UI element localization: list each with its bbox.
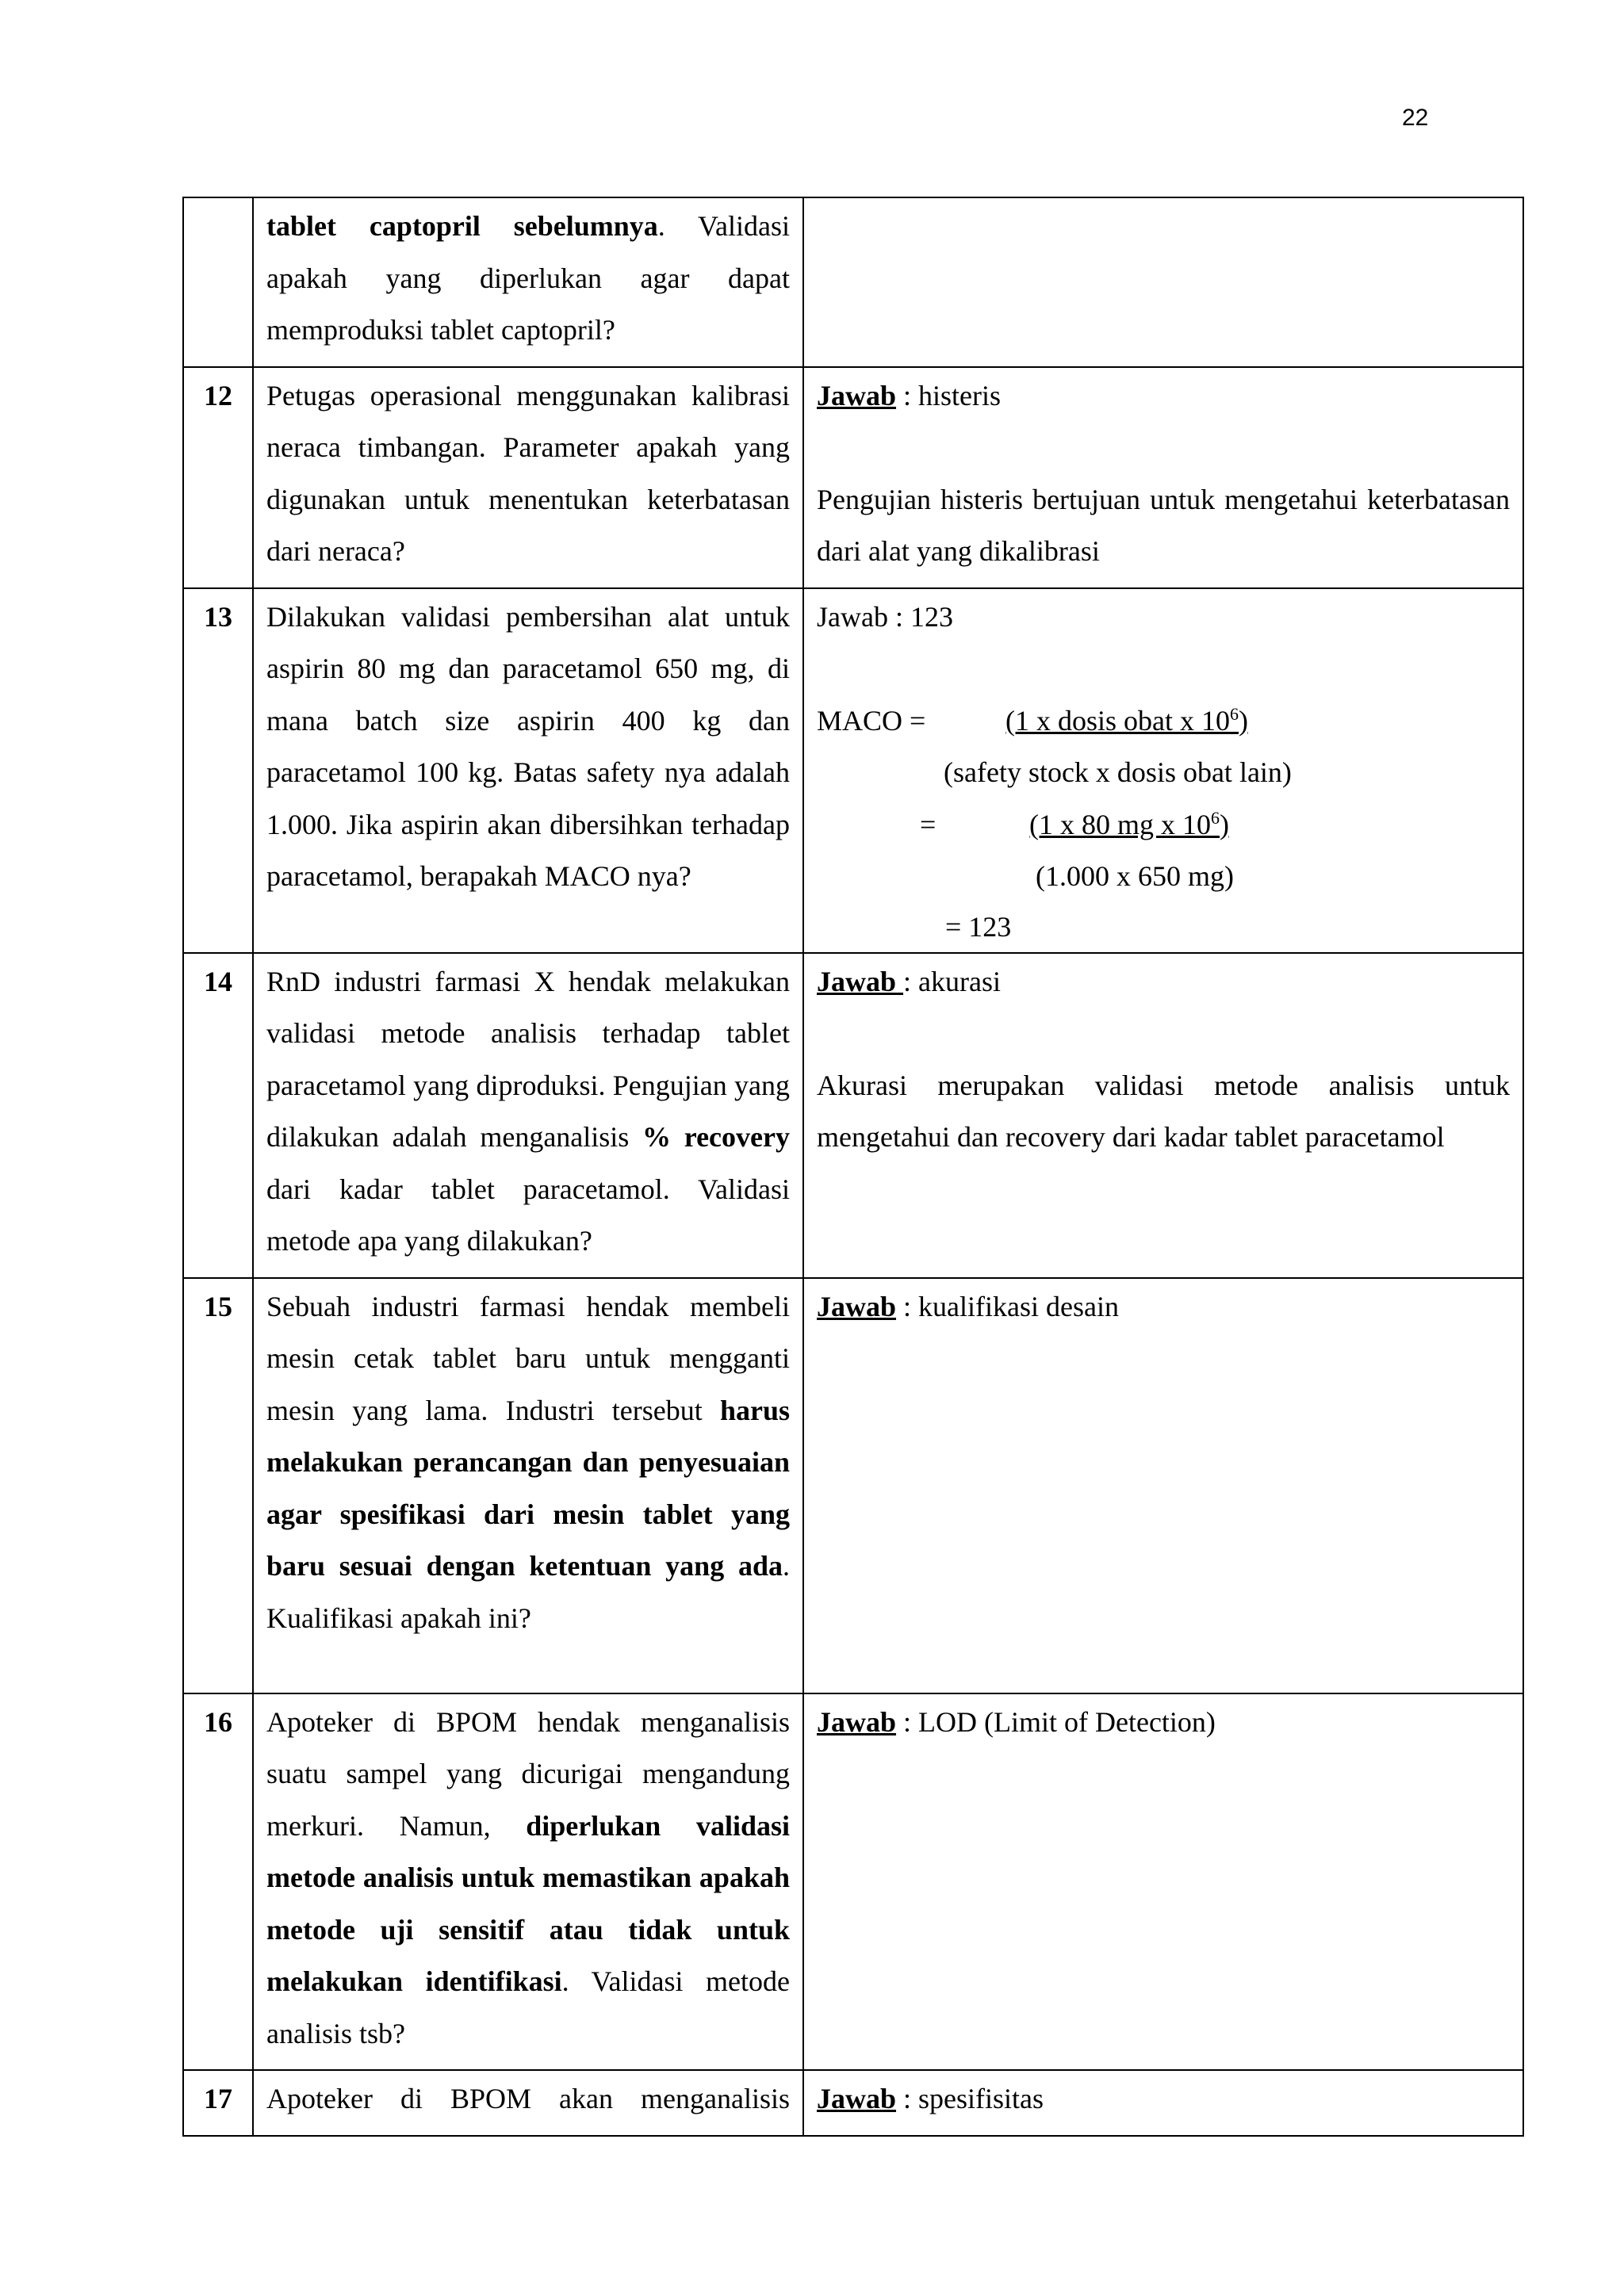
- row-number-cell: 14: [183, 953, 253, 1278]
- answer-value: : spesifisitas: [896, 2083, 1044, 2114]
- answer-label: Jawab: [817, 1705, 897, 1738]
- answer-cell: [803, 367, 1523, 588]
- answer-label: Jawab: [817, 2083, 897, 2114]
- answer-line: [817, 370, 1510, 423]
- answer-cell: [803, 588, 1523, 953]
- answer-line: [817, 956, 1510, 1008]
- question-text: . Validasi apakah yang diperlukan agar dapat memproduksi tablet captopril?: [266, 210, 790, 346]
- exponent: 6: [1211, 807, 1220, 828]
- formula-numerator: (1 x dosis obat x $10^6$): [1005, 703, 1248, 737]
- question-cell: Dilakukan validasi pembersihan alat untuk aspirin 80 mg dan paracetamol 650 mg, di mana batch size aspirin 400 kg dan paracetamol 100 kg. Batas safety nya adalah 1.000. Jika aspirin akan dibersihkan terhadap paracetamol, berapakah MACO nya?: [253, 588, 803, 953]
- answer-line: [817, 1697, 1510, 1749]
- maco-label: MACO =: [817, 704, 926, 737]
- spacer: [817, 643, 1510, 695]
- row-number-cell: 12: [183, 367, 253, 588]
- question-text: RnD industri farmasi X hendak melakukan validasi metode analisis terhadap tablet paracetamol yang diproduksi. Pengujian yang dilakukan adalah menganalisis: [266, 965, 790, 1153]
- question-cell: [253, 197, 803, 367]
- row-number-cell: 15: [183, 1278, 253, 1693]
- question-text: Sebuah industri farmasi hendak membeli mesin cetak tablet baru untuk mengganti mesin yang lama. Industri tersebut: [266, 1290, 790, 1426]
- table-row: [183, 2070, 1523, 2136]
- question-bold-text: diperlukan validasi metode analisis untuk memastikan apakah metode uji sensitif atau tidak untuk melakukan identifikasi: [266, 1809, 791, 1997]
- answer-line: [817, 2073, 1510, 2126]
- question-text: Apoteker di BPOM hendak menganalisis suatu sampel yang dicurigai mengandung merkuri. Namun,: [266, 1705, 790, 1842]
- qa-table: [182, 197, 1524, 2137]
- answer-cell: [803, 1278, 1523, 1693]
- answer-cell: [803, 2070, 1523, 2136]
- question-bold-text: tablet captopril sebelumnya: [266, 210, 658, 242]
- question-bold-text: harus melakukan perancangan dan penyesuaian agar spesifikasi dari mesin tablet yang baru sesuai dengan ketentuan yang ada: [266, 1394, 790, 1582]
- row-number-cell: [183, 197, 253, 367]
- answer-explanation: Akurasi merupakan validasi metode analisis untuk mengetahui dan recovery dari kadar tablet paracetamol: [817, 1069, 1510, 1153]
- answer-cell: [803, 197, 1523, 367]
- formula-numerator: (1 x 80 mg x $10^6$): [1029, 807, 1229, 840]
- table-row: [183, 1693, 1523, 2071]
- answer-value: : akurasi: [903, 965, 1001, 997]
- row-number-cell: 17: [183, 2070, 253, 2136]
- maco-formula: [817, 695, 1510, 943]
- question-cell: [253, 1693, 803, 2071]
- question-cell: [253, 1278, 803, 1693]
- answer-explanation: Pengujian histeris bertujuan untuk mengetahui keterbatasan dari alat yang dikalibrasi: [817, 483, 1510, 567]
- answer-label: Jawab: [817, 1290, 897, 1322]
- question-cell: Petugas operasional menggunakan kalibrasi neraca timbangan. Parameter apakah yang digunakan untuk menentukan keterbatasan dari neraca?: [253, 367, 803, 588]
- question-text: . Validasi metode analisis tsb?: [266, 1965, 791, 2049]
- answer-line: Jawab : 123: [817, 600, 953, 633]
- answer-cell: [803, 1693, 1523, 2071]
- table-row: [183, 197, 1523, 367]
- row-number-cell: 16: [183, 1693, 253, 2071]
- table-row: [183, 1278, 1523, 1693]
- table-row: [183, 367, 1523, 588]
- question-text: . Kualifikasi apakah ini?: [266, 1550, 790, 1634]
- question-text: dari kadar tablet paracetamol. Validasi metode apa yang dilakukan?: [266, 1173, 790, 1257]
- spacer: [817, 422, 1510, 474]
- answer-value: : LOD (Limit of Detection): [896, 1705, 1216, 1738]
- equals-sign: =: [920, 808, 936, 840]
- table-row: [183, 588, 1523, 953]
- exponent: 6: [1230, 703, 1239, 724]
- answer-line: [817, 1281, 1510, 1334]
- formula-denominator: (1.000 x 650 mg): [1036, 859, 1234, 892]
- question-cell: [253, 953, 803, 1278]
- question-cell: Apoteker di BPOM akan menganalisis: [253, 2070, 803, 2136]
- spacer: [817, 1008, 1510, 1060]
- answer-label: Jawab: [817, 379, 897, 411]
- question-bold-text: % recovery: [642, 1121, 790, 1153]
- answer-cell: [803, 953, 1523, 1278]
- formula-result: = 123: [945, 910, 1012, 943]
- answer-label: Jawab: [817, 965, 904, 997]
- formula-denominator: (safety stock x dosis obat lain): [944, 756, 1292, 788]
- answer-value: : kualifikasi desain: [896, 1290, 1119, 1322]
- answer-value: : histeris: [896, 379, 1002, 411]
- page-number: 22: [1402, 105, 1429, 131]
- row-number-cell: 13: [183, 588, 253, 953]
- table-row: [183, 953, 1523, 1278]
